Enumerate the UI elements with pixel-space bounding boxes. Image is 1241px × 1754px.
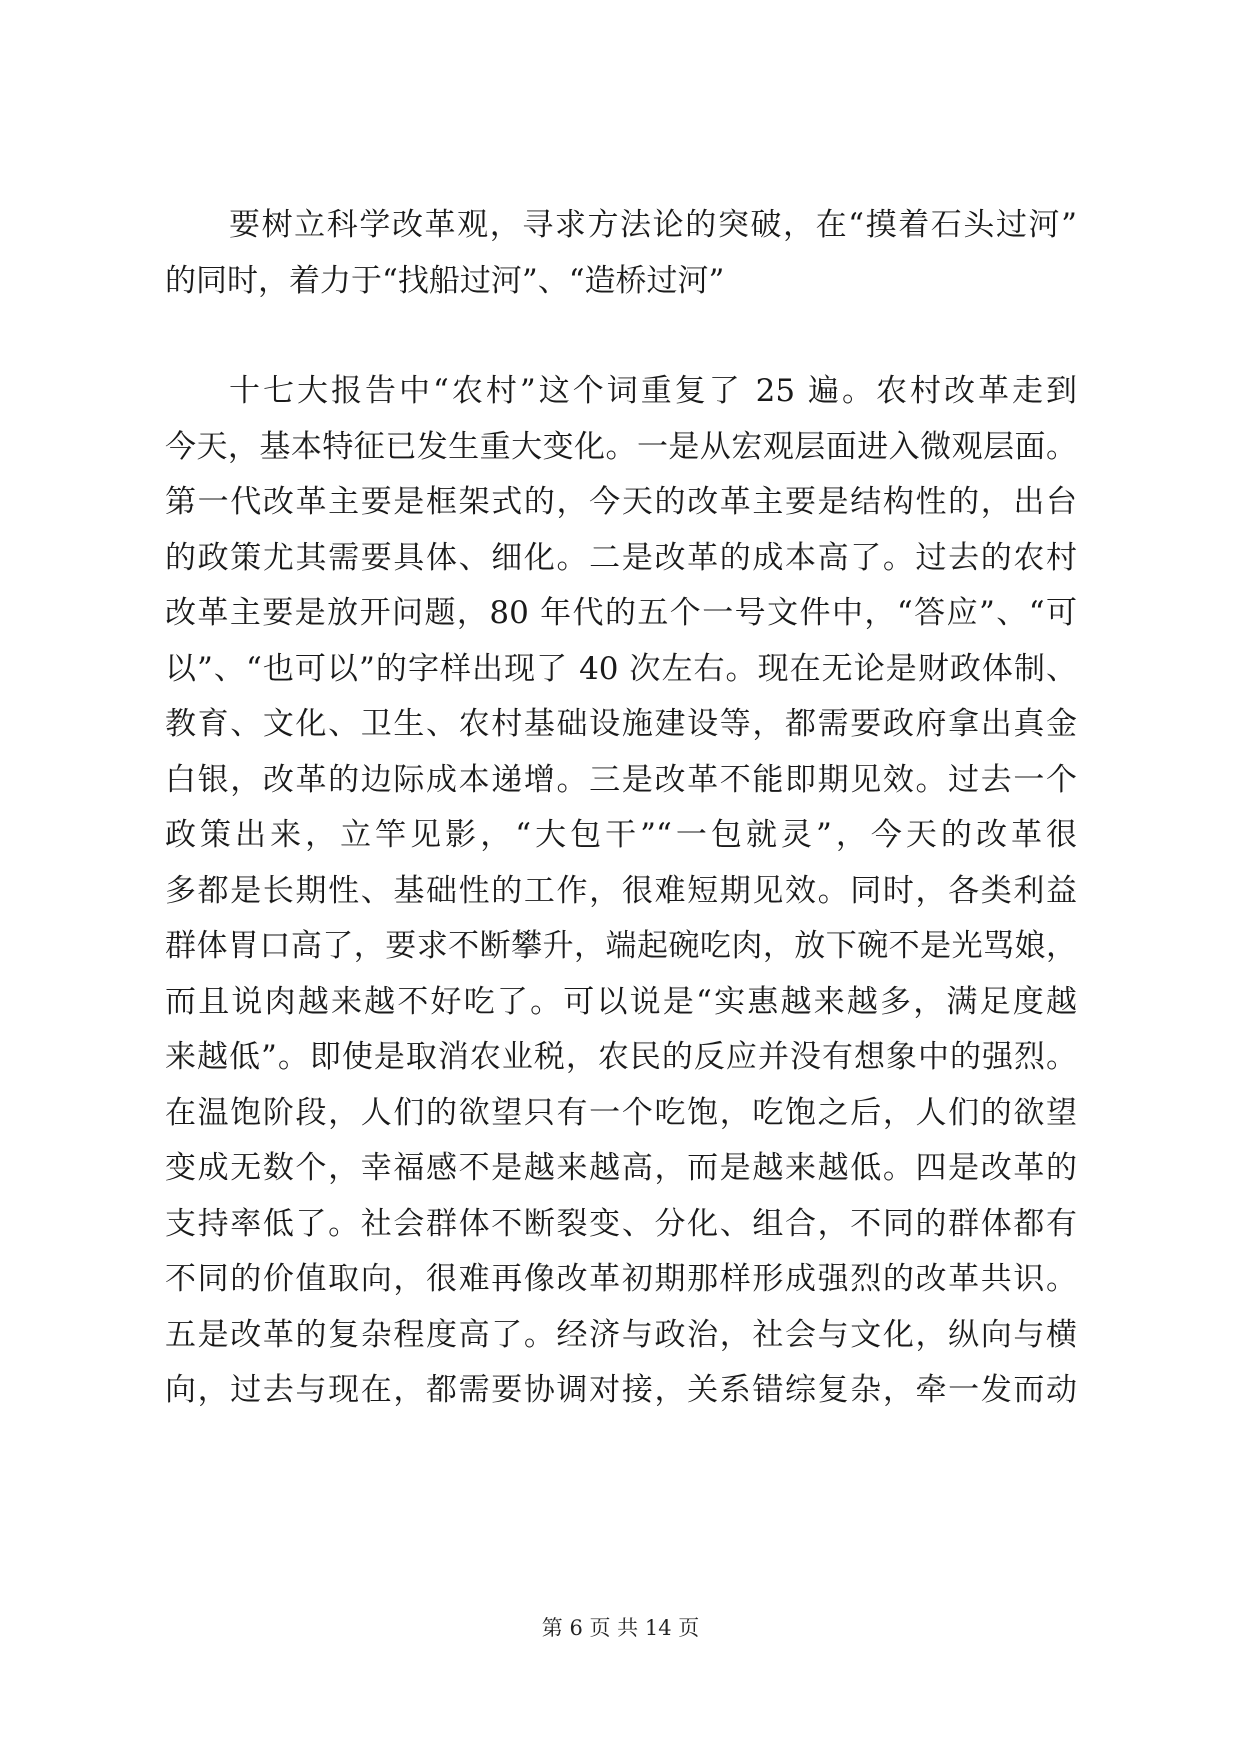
- paragraph-line: 五是改革的复杂程度高了。经济与政治，社会与文化，纵向与横: [165, 1316, 1077, 1353]
- paragraph-line: 不同的价值取向，很难再像改革初期那样形成强烈的改革共识。: [165, 1261, 1077, 1297]
- paragraph-line: 以”、“也可以”的字样出现了 40 次左右。现在无论是财政体制、: [165, 650, 1077, 687]
- paragraph-line: 多都是长期性、基础性的工作，很难短期见效。同时，各类利益: [165, 872, 1077, 909]
- paragraph-line: 变成无数个，幸福感不是越来越高，而是越来越低。四是改革的: [165, 1150, 1077, 1186]
- paragraph-heading-statement: [165, 198, 1077, 309]
- paragraph-line: 十七大报告中“农村”这个词重复了 25 遍。农村改革走到: [229, 373, 1077, 409]
- paragraph-line: 今天，基本特征已发生重大变化。一是从宏观层面进入微观层面。: [165, 428, 1077, 465]
- paragraph-line: 教育、文化、卫生、农村基础设施建设等，都需要政府拿出真金: [165, 706, 1077, 742]
- paragraph-line: 的政策尤其需要具体、细化。二是改革的成本高了。过去的农村: [165, 539, 1077, 576]
- paragraph-line: 政策出来，立竿见影，“大包干”“一包就灵”，今天的改革很: [165, 817, 1077, 853]
- paragraph-line: 在温饱阶段，人们的欲望只有一个吃饱，吃饱之后，人们的欲望: [165, 1094, 1077, 1131]
- paragraph-body: [165, 364, 1077, 1419]
- paragraph-line: 支持率低了。社会群体不断裂变、分化、组合，不同的群体都有: [165, 1205, 1077, 1242]
- paragraph-line: 改革主要是放开问题，80 年代的五个一号文件中，“答应”、“可: [165, 595, 1077, 631]
- paragraph-line: 白银，改革的边际成本递增。三是改革不能即期见效。过去一个: [165, 761, 1077, 798]
- paragraph-line: 要树立科学改革观，寻求方法论的突破，在“摸着石头过河”: [229, 207, 1077, 243]
- paragraph-line: 来越低”。即使是取消农业税，农民的反应并没有想象中的强烈。: [165, 1039, 1077, 1075]
- paragraph-line: 群体胃口高了，要求不断攀升，端起碗吃肉，放下碗不是光骂娘，: [165, 928, 1077, 964]
- paragraph-line: 第一代改革主要是框架式的，今天的改革主要是结构性的，出台: [165, 484, 1077, 520]
- paragraph-line: 向，过去与现在，都需要协调对接，关系错综复杂，牵一发而动: [165, 1372, 1077, 1408]
- paragraph-line: 而且说肉越来越不好吃了。可以说是“实惠越来越多，满足度越: [165, 983, 1077, 1020]
- paragraph-line: 的同时，着力于“找船过河”、“造桥过河”: [165, 262, 725, 299]
- page-number-footer: 第 6 页 共 14 页: [541, 1616, 700, 1640]
